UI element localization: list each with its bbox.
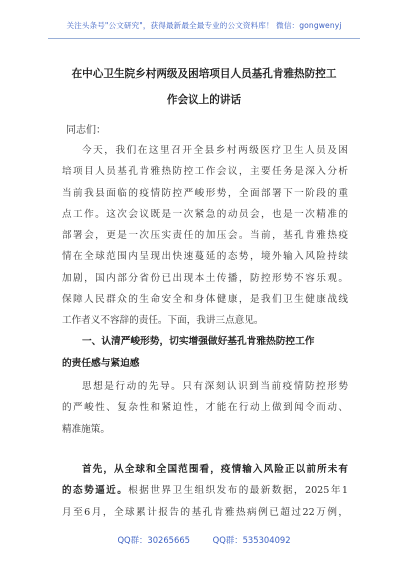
paragraph-line: 培项目人员基孔肯雅热防控工作会议，主要任务是深入分析 xyxy=(62,166,348,178)
section-heading-1 xyxy=(62,331,348,374)
document-title-line1: 在中心卫生院乡村两级及困培项目人员基孔肯雅热防控工 xyxy=(71,68,337,80)
document-title-line2: 作会议上的讲话 xyxy=(166,94,242,106)
paragraph-line: 的严峻性、复杂性和紧迫性，才能在行动上做到闻令而动、 xyxy=(62,402,348,414)
header-divider xyxy=(48,38,360,39)
paragraph-line: 加剧，国内部分省份已出现本土传播，防控形势不容乐观。 xyxy=(62,272,348,284)
paragraph-line: 点工作。这次会议既是一次紧急的动员会，也是一次精准的 xyxy=(62,208,348,220)
section-heading-line: 的责任感与紧迫感 xyxy=(62,357,140,369)
footer-qq-group-2: QQ群：535304092 xyxy=(212,535,291,545)
salutation: 同志们： xyxy=(66,125,106,136)
paragraph-line: 工作者义不容辞的责任。下面，我讲三点意见。 xyxy=(62,315,264,327)
paragraph-line: 情在全球范围内呈现出快速蔓延的态势，境外输入风险持续 xyxy=(62,251,348,263)
paragraph-2 xyxy=(62,376,348,440)
footer xyxy=(0,534,408,546)
section-heading-line: 一、认清严峻形势，切实增强做好基孔肯雅热防控工作 xyxy=(82,336,315,347)
paragraph-line: 月至6月，全球累计报告的基孔肯雅热病例已超过22万例， xyxy=(62,506,348,518)
header-banner: 关注头条号"公文研究"，获得最新最全最专业的公文资料库！ 微信：gongwenyj xyxy=(66,21,342,30)
paragraph-3 xyxy=(62,459,348,523)
paragraph-line xyxy=(62,480,348,501)
paragraph-line: 当前我县面临的疫情防控严峻形势，全面部署下一阶段的重 xyxy=(62,187,348,199)
paragraph-line: 今天，我们在这里召开全县乡村两级医疗卫生人员及困 xyxy=(82,145,348,156)
footer-qq-group-1: QQ群：30265665 xyxy=(117,535,190,545)
paragraph-lead-tail: 的态势逼近。 xyxy=(62,485,129,497)
paragraph-line: 思想是行动的先导。只有深刻认识到当前疫情防控形势 xyxy=(82,381,348,392)
paragraph-lead-line: 首先，从全球和全国范围看，疫情输入风险正以前所未有 xyxy=(82,464,348,475)
paragraph-line: 精准施策。 xyxy=(62,423,110,435)
paragraph-line: 保障人民群众的生命安全和身体健康，是我们卫生健康战线 xyxy=(62,294,348,306)
paragraph-line: 部署会，更是一次压实责任的加压会。当前，基孔肯雅热疫 xyxy=(62,230,348,242)
paragraph-text: 根据世界卫生组织发布的最新数据，2025年1 xyxy=(128,485,348,497)
paragraph-1 xyxy=(62,140,348,332)
